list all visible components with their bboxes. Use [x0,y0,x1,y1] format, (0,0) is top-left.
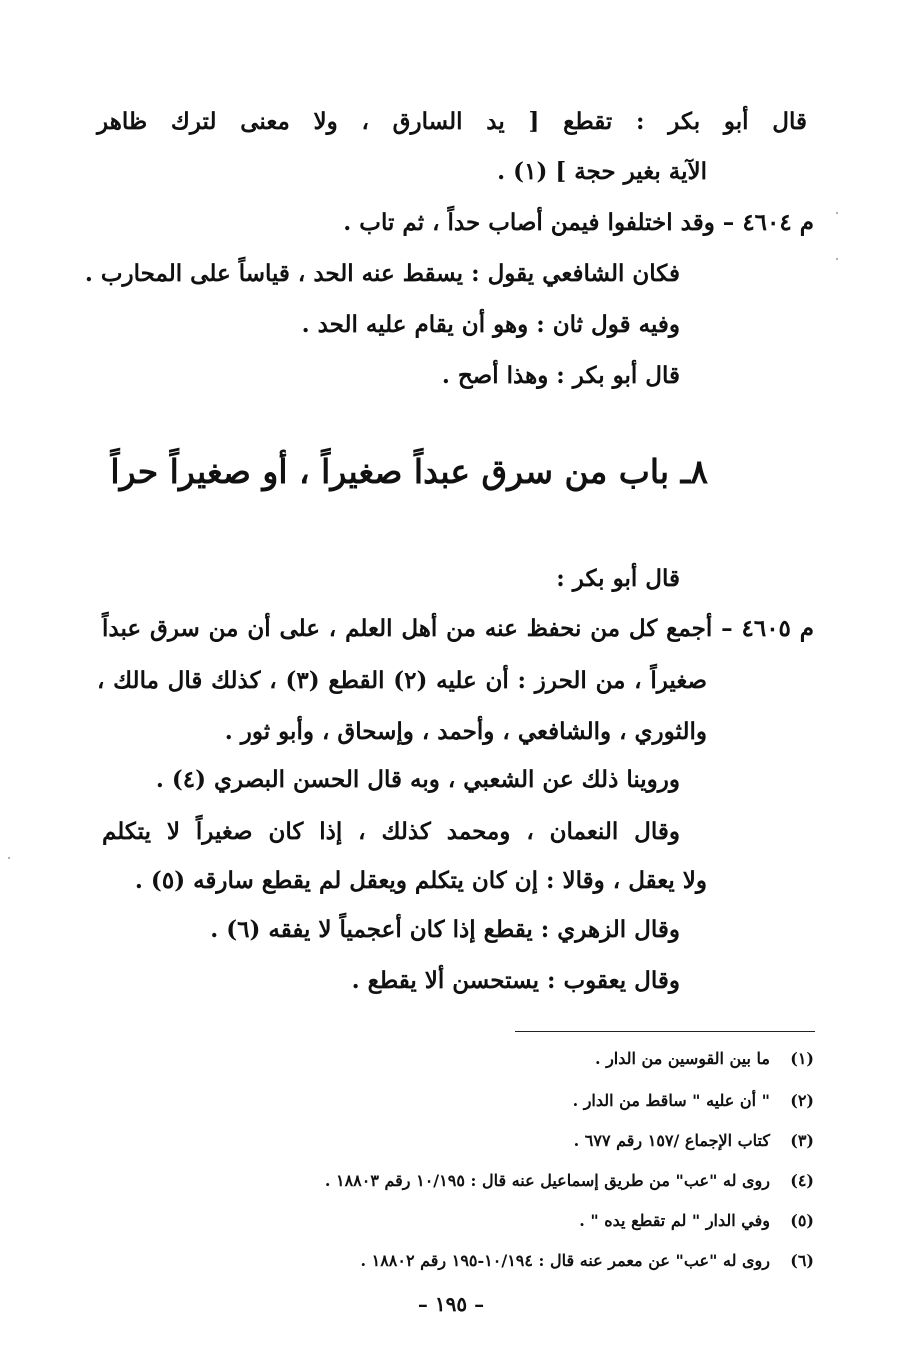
scan-speck [8,857,10,859]
body-line: وقال الزهري : يقطع إذا كان أعجمياً لا يفقه (٦) . [210,916,680,943]
footnote-text: " أن عليه " ساقط من الدار . [572,1091,770,1110]
footnote [574,1129,814,1153]
body-line: وقال يعقوب : يستحسن ألا يقطع . [351,967,680,994]
footnote [579,1209,814,1233]
scan-speck [836,258,838,260]
footnote-text: ما بين القوسين من الدار . [594,1049,770,1068]
footnote-text: روى له "عب" من طريق إسماعيل عنه قال : ١٠/١٩٥ رقم ١٨٨٠٣ . [324,1171,770,1190]
body-line: صغيراً ، من الحرز : أن عليه (٢) القطع (٣) ، كذلك قال مالك ، [97,667,707,694]
footnote-number: (١) [790,1049,814,1068]
footnote-number: (٢) [790,1091,814,1110]
body-line: قال أبو بكر : تقطع [ يد السارق ، ولا معنى لترك ظاهر [97,108,807,135]
body-line: م ٤٦٠٥ – أجمع كل من نحفظ عنه من أهل العلم ، على أن من سرق عبداً [102,615,814,642]
scan-speck [836,212,838,214]
body-line: وفيه قول ثان : وهو أن يقام عليه الحد . [301,311,680,338]
footnote-separator [515,1031,815,1032]
body-line: قال أبو بكر : وهذا أصح . [441,362,680,389]
footnote-number: (٥) [790,1211,814,1230]
footnote [595,1047,814,1071]
chapter-heading: ٨ـ باب من سرق عبداً صغيراً ، أو صغيراً حراً [110,452,708,491]
footnote-text: كتاب الإجماع /١٥٧ رقم ٦٧٧ . [573,1131,770,1150]
section-intro: قال أبو بكر : [556,565,680,592]
footnote-number: (٤) [790,1171,814,1190]
body-line: ولا يعقل ، وقالا : إن كان يتكلم ويعقل لم يقطع سارقه (٥) . [134,867,707,894]
body-line: م ٤٦٠٤ – وقد اختلفوا فيمن أصاب حداً ، ثم تاب . [343,209,814,236]
footnote-number: (٦) [790,1251,814,1270]
footnote-text: روى له "عب" عن معمر عنه قال : ١٠/١٩٤-١٩٥ رقم ١٨٨٠٢ . [360,1251,770,1270]
body-line: وروينا ذلك عن الشعبي ، وبه قال الحسن البصري (٤) . [155,766,680,793]
footnote [573,1089,814,1113]
footnote-text: وفي الدار " لم تقطع يده " . [579,1211,770,1230]
footnote [325,1169,814,1193]
body-line: والثوري ، والشافعي ، وأحمد ، وإسحاق ، وأبو ثور . [224,718,707,745]
body-line: وقال النعمان ، ومحمد كذلك ، إذا كان صغيراً لا يتكلم [102,818,680,845]
body-line: فكان الشافعي يقول : يسقط عنه الحد ، قياساً على المحارب . [84,260,680,287]
body-line: الآية بغير حجة ] (١) . [497,158,707,185]
footnote [360,1249,814,1273]
page-number: – ١٩٥ – [417,1292,485,1316]
footnote-number: (٣) [790,1131,814,1150]
